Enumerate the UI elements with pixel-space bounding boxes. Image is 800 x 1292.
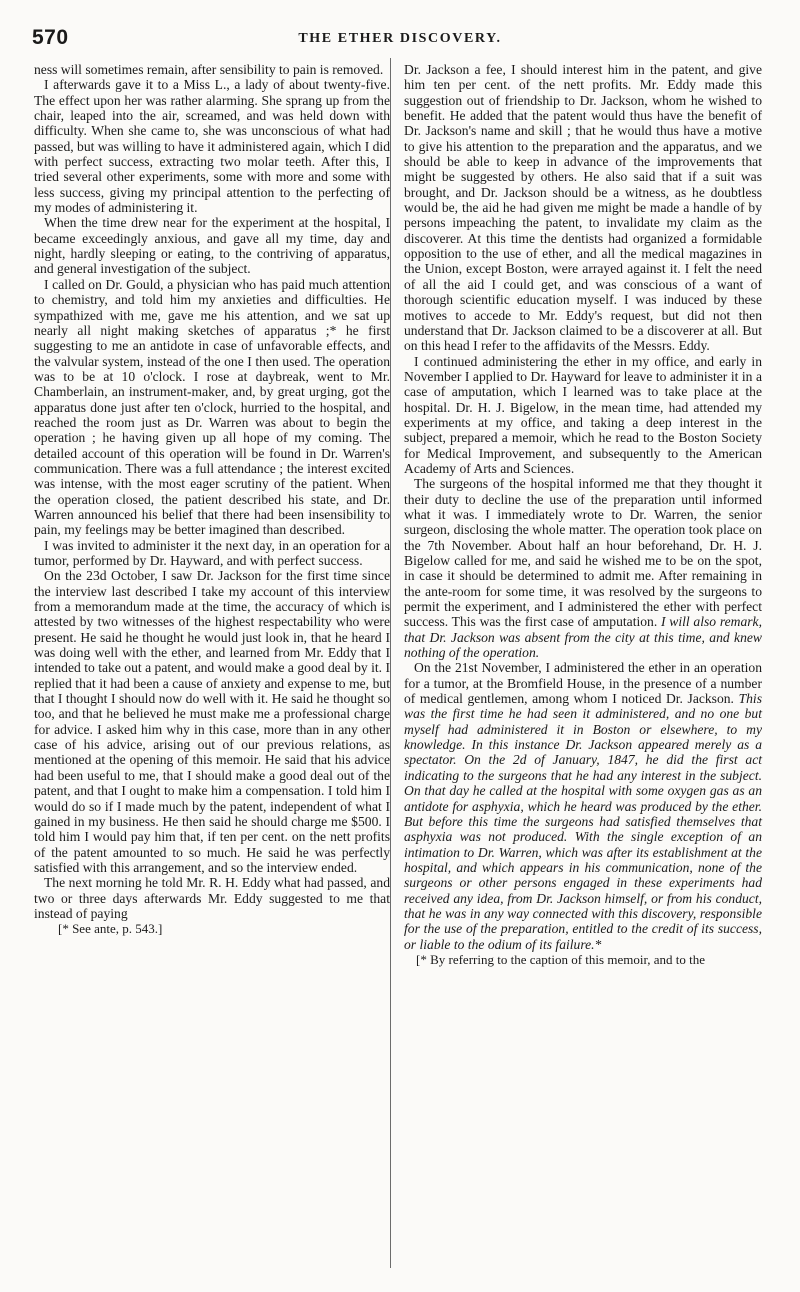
paragraph: ness will sometimes remain, after sensibility to pain is removed. (34, 62, 384, 77)
paragraph-text: On the 21st November, I administered the ether in an operation for a tumor, at the Bromfield House, in the presence of a number of medical gentlemen, among whom I noticed Dr. Jackson. (404, 660, 762, 707)
right-column (404, 62, 762, 967)
page-header (28, 26, 772, 50)
paragraph: The next morning he told Mr. R. H. Eddy what had passed, and two or three days afterwards Mr. Eddy suggested to me that instead of paying (34, 875, 390, 921)
paragraph (404, 660, 762, 952)
footnote: [* By referring to the caption of this memoir, and to the (416, 951, 706, 967)
paragraph: Dr. Jackson a fee, I should interest him in the patent, and give him ten per cent. of the nett profits. Mr. Eddy made this suggestion out of friendship to Dr. Jackson, whom he wished to benefit. He added that the patent would thus have the benefit of Dr. Jackson's name and skill ; that he would thus have a motive to give his attention to the preparation and the apparatus, and we should be able to keep in advance of the improvements that might be suggested by others. He also said that if a suit was brought, and Dr. Jackson should be a witness, as he doubtless would be, the aid he had given me might be made a handle of by persons impeaching the patent, to invalidate my claim as the discoverer. At this time the dentists had organized a formidable opposition to the use of ether, and all the medical magazines in the Union, except Boston, were arrayed against it. I felt the need of all the aid I could get, and was conscious of a want of thorough scientific education myself. I was induced by these motives to accede to Mr. Eddy's request, but did not then understand that Dr. Jackson claimed to be a discoverer at all. But on this head I refer to the affidavits of the Messrs. Eddy. (404, 62, 762, 354)
paragraph: I called on Dr. Gould, a physician who has paid much attention to chemistry, and told him my anxieties and difficulties. He sympathized with me, gave me his attention, and we sat up nearly all night making sketches of apparatus ;* he first suggesting to me an antidote in case of unfavorable effects, and the valvular system, instead of the one I then used. The operation was to be at 10 o'clock. I rose at daybreak, went to Mr. Chamberlain, an instrument-maker, and, by great urging, got the apparatus done just after ten o'clock, hurried to the hospital, and reached the room just as Dr. Warren was about to begin the operation ; he having given up all hope of my coming. The detailed account of this operation will be found in Dr. Warren's communication. There was a full attendance ; the interest excited was intense, with the most eager scrutiny of the patient. When the operation closed, the patient described his state, and Dr. Warren announced his belief that there had been insensibility to pain, my feelings may be better imagined than described. (34, 276, 390, 538)
paragraph: When the time drew near for the experiment at the hospital, I became exceedingly anxious, and gave all my time, day and night, hardly sleeping or eating, to the contriving of apparatus, and general investigation of the subject. (34, 215, 390, 277)
italic-statement: This was the first time he had seen it administered, and no one but myself had administered it in Boston or elsewhere, to my knowledge. In this instance Dr. Jackson appeared merely as a spectator. On the 2d of January, 1847, he did the first act indicating to the surgeons that he had any interest in the subject. On that day he called at the hospital with some oxygen gas as an antidote for asphyxia, which he heard was produced by the ether. But before this time the surgeons had satisfied themselves that asphyxia was not produced. With the single exception of an intimation to Dr. Warren, which was after its establishment at the hospital, and which appears in his communication, none of the surgeons or other persons engaged in these experiments had received any idea, from Dr. Jackson himself, or from his conduct, that he was in any way connected with this discovery, responsible for the use of the preparation, entitled to the credit of its success, or liable to the odium of its failure.* (404, 691, 762, 952)
paragraph-text: The surgeons of the hospital informed me that they thought it their duty to decline the use of the preparation until informed what it was. I immediately wrote to Dr. Warren, the senior surgeon, disclosing the whole matter. The operation took place on the 7th November. About half an hour beforehand, Dr. H. J. Bigelow called for me, and said he wished me to be on the spot, in case it should be determined to admit me. After remaining in the ante-room for some time, it was resolved by the surgeons to permit the experiment, and I administered the ether with perfect success. This was the first case of amputation. (404, 476, 762, 630)
page-number: 570 (32, 26, 69, 49)
paragraph: On the 23d October, I saw Dr. Jackson for the first time since the interview last described I take my account of this interview from a memorandum made at the time, the accuracy of which is attested by two witnesses of the highest respectability who were present. He said he thought he would just look in, that he heard I was doing well with the ether, and learned from Mr. Eddy that I intended to take out a patent, and would make a good deal by it. I replied that it had been a cause of anxiety and expense to me, but that I thought I should now do well with it. He said he thought so too, and that he believed he must make me a professional charge for advice. I asked him why in this case, more than in any other case of his advice, arising out of our previous relations, as mentioned at the opening of this memoir. He said that his advice had been useful to me, that I should make a good deal out of the patent, and that I ought to make him a compensation. I told him I would do so if I made much by the patent, independent of what I gained in my business. He then said he should charge me $500. I told him I would pay him that, if ten per cent. on the nett profits of the patent amounted to so much. He said he was perfectly satisfied with this arrangement, and so the interview ended. (34, 568, 390, 875)
left-column (34, 62, 390, 937)
paragraph: I continued administering the ether in my office, and early in November I applied to Dr. Hayward for leave to administer it in a case of amputation, which I learned was to take place at the hospital. Dr. H. J. Bigelow, in the mean time, had attended my experiments at my office, and taking a deep interest in the subject, prepared a memoir, which he read to the Boston Society for Medical Improvement, and subsequently to the American Academy of Arts and Sciences. (404, 353, 762, 476)
column-divider (390, 58, 391, 1268)
footnote: [* See ante, p. 543.] (58, 921, 163, 937)
paragraph (404, 476, 762, 660)
running-head: THE ETHER DISCOVERY. (298, 31, 502, 46)
paragraph: I afterwards gave it to a Miss L., a lady of about twenty-five. The effect upon her was rather alarming. She sprang up from the chair, leaped into the air, screamed, and was held down with difficulty. When she came to, she was unconscious of what had passed, but was willing to have it administered again, which I did with perfect success, extracting two molar teeth. After this, I tried several other experiments, some with more and some with less success, giving my principal attention to the perfecting of my modes of administering it. (34, 77, 391, 216)
paragraph: I was invited to administer it the next day, in an operation for a tumor, performed by Dr. Hayward, and with perfect success. (34, 537, 390, 568)
italic-remark: I will also remark, that Dr. Jackson was absent from the city at this time, and knew nothing of the operation. (404, 614, 762, 661)
